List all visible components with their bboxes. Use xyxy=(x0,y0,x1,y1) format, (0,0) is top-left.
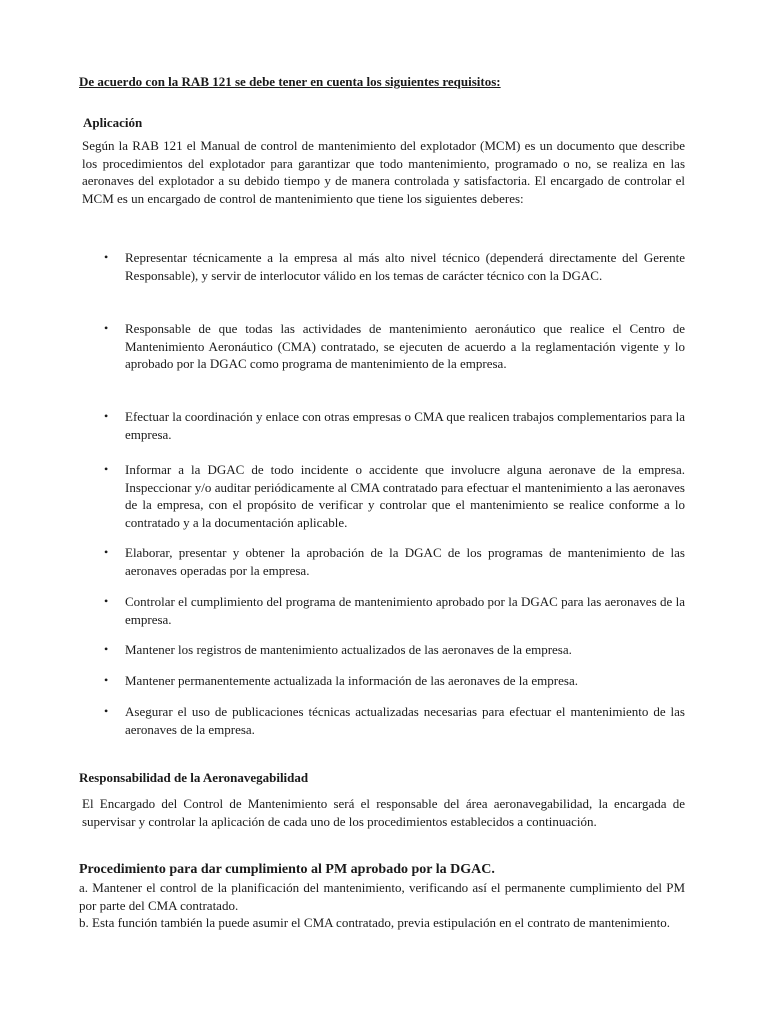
list-item xyxy=(104,672,685,690)
list-item xyxy=(104,703,685,738)
document-heading: De acuerdo con la RAB 121 se debe tener en cuenta los siguientes requisitos: xyxy=(79,74,501,89)
list-item-text: Elaborar, presentar y obtener la aprobación de la DGAC de los programas de mantenimiento de las aeronaves operadas por la empresa. xyxy=(125,545,685,578)
list-item-text: Controlar el cumplimiento del programa de mantenimiento aprobado por la DGAC para las aeronaves de la empresa. xyxy=(125,594,685,627)
section-title-aplicacion: Aplicación xyxy=(83,115,143,130)
section-title-responsabilidad: Responsabilidad de la Aeronavegabilidad xyxy=(79,770,309,785)
bullet-icon: • xyxy=(104,642,109,656)
procedimiento-body xyxy=(79,879,685,932)
list-item xyxy=(104,461,685,531)
list-item-text: Efectuar la coordinación y enlace con otras empresas o CMA que realicen trabajos complementarios para la empresa. xyxy=(125,409,685,442)
bullet-icon: • xyxy=(104,409,109,423)
list-item xyxy=(104,408,685,443)
aplicacion-paragraph: Según la RAB 121 el Manual de control de mantenimiento del explotador (MCM) es un documento que describe los procedimientos del explotador para garantizar que todo mantenimiento, programado o no, se realiza en las aeronaves del explotador a su debido tiempo y de manera controlada y satisfactoria. El encargado de controlar el MCM es un encargado de control de mantenimiento que tiene los siguientes deberes: xyxy=(82,138,685,206)
list-item xyxy=(104,320,685,373)
bullet-icon: • xyxy=(104,462,109,476)
list-item-text: Informar a la DGAC de todo incidente o accidente que involucre alguna aeronave de la empresa. Inspeccionar y/o auditar periódicamente al CMA contratado para efectuar el mantenimiento a las aeronaves de la empresa, con el propósito de verificar y controlar que el mantenimiento se realice conforme a lo contratado y a la documentación aplicable. xyxy=(125,462,685,530)
bullet-icon: • xyxy=(104,321,109,335)
list-item xyxy=(104,249,685,284)
list-item xyxy=(104,544,685,579)
list-item-text: Representar técnicamente a la empresa al más alto nivel técnico (dependerá directamente del Gerente Responsable), y servir de interlocutor válido en los temas de carácter técnico con la DGAC. xyxy=(125,250,685,283)
procedimiento-item-a: a. Mantener el control de la planificación del mantenimiento, verificando así el permanente cumplimiento del PM por parte del CMA contratado. xyxy=(79,880,685,913)
procedimiento-item-b: b. Esta función también la puede asumir el CMA contratado, previa estipulación en el contrato de mantenimiento. xyxy=(79,915,670,930)
section-title-procedimiento: Procedimiento para dar cumplimiento al PM aprobado por la DGAC. xyxy=(79,862,495,877)
bullet-icon: • xyxy=(104,545,109,559)
list-item-text: Responsable de que todas las actividades de mantenimiento aeronáutico que realice el Centro de Mantenimiento Aeronáutico (CMA) contratado, se ejecuten de acuerdo a la reglamentación vigente y lo aprobado por la DGAC como programa de mantenimiento de la empresa. xyxy=(125,321,685,371)
list-item-text: Mantener permanentemente actualizada la información de las aeronaves de la empresa. xyxy=(125,673,578,688)
bullet-icon: • xyxy=(104,673,109,687)
responsabilidad-paragraph: El Encargado del Control de Mantenimiento será el responsable del área aeronavegabilidad, la encargada de supervisar y controlar la aplicación de cada uno de los procedimientos establecidos a continuación. xyxy=(82,796,685,829)
list-item-text: Mantener los registros de mantenimiento actualizados de las aeronaves de la empresa. xyxy=(125,642,572,657)
bullet-icon: • xyxy=(104,704,109,718)
list-item xyxy=(104,593,685,628)
list-item xyxy=(104,641,685,659)
list-item-text: Asegurar el uso de publicaciones técnicas actualizadas necesarias para efectuar el mantenimiento de las aeronaves de la empresa. xyxy=(125,704,685,737)
bullet-icon: • xyxy=(104,250,109,264)
bullet-icon: • xyxy=(104,594,109,608)
